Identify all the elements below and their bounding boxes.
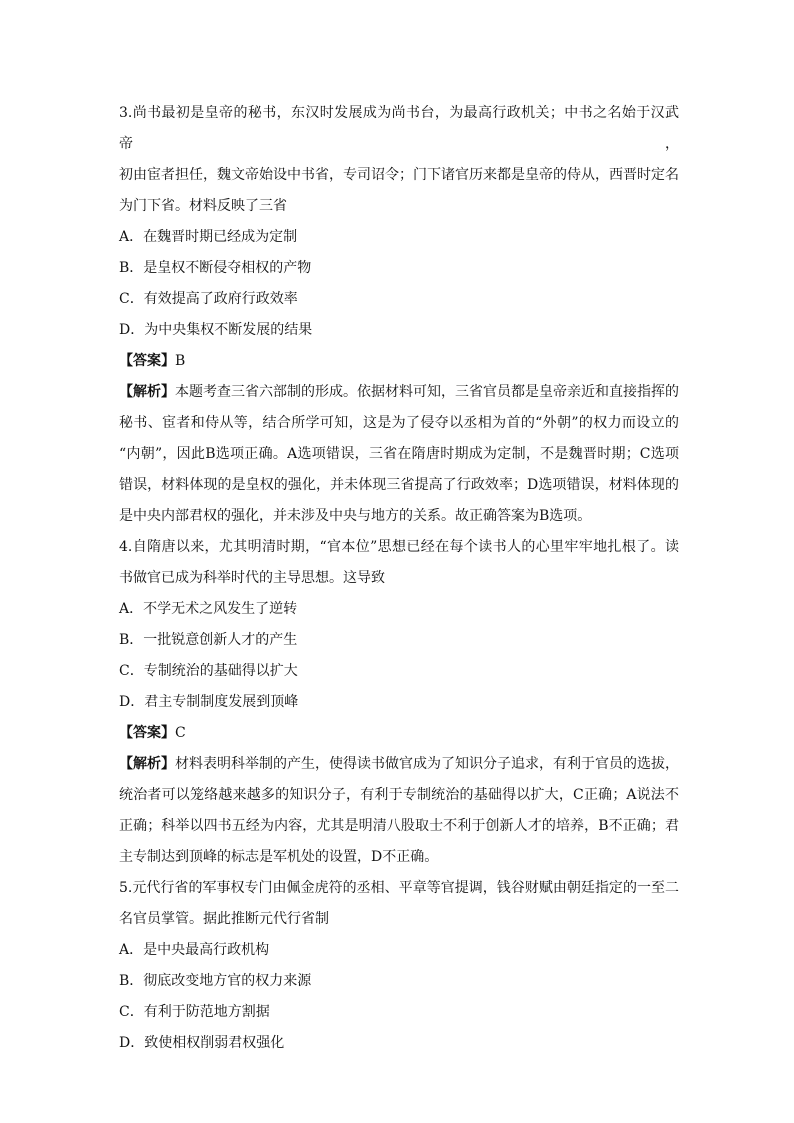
- question-3-option-b: B．是皇权不断侵夺相权的产物: [119, 260, 312, 276]
- analysis-text: 本题考查三省六部制的形成。依据材料可知，三省官员都是皇帝亲近和直接指挥的: [175, 384, 679, 400]
- question-4-answer: [119, 718, 679, 749]
- question-3-stem-line-3: 为门下省。材料反映了三省: [119, 198, 287, 214]
- question-4-option-b: B．一批锐意创新人才的产生: [119, 632, 298, 648]
- question-3-stem-line-2: 初由宦者担任，魏文帝始设中书省，专司诏令；门下诸官历来都是皇帝的侍从，西晋时定名: [119, 167, 679, 183]
- question-3-analysis-line-3: “内朝”，因此B选项正确。A选项错误，三省在隋唐时期成为定制，不是魏晋时期；C选项: [119, 446, 679, 462]
- question-3-analysis-line-1: [119, 377, 679, 408]
- question-5-option-d: D．致使相权削弱君权强化: [119, 1035, 285, 1051]
- question-4: [119, 532, 679, 873]
- question-4-option-d: D．君主专制制度发展到顶峰: [119, 694, 299, 710]
- question-4-option-a: A．不学无术之风发生了逆转: [119, 601, 298, 617]
- analysis-text: 材料表明科举制的产生，使得读书做官成为了知识分子追求，有利于官员的选拔，: [175, 756, 679, 772]
- question-3-analysis-line-4: 错误，材料体现的是皇权的强化，并未体现三省提高了行政效率；D选项错误，材料体现的: [119, 477, 679, 493]
- question-4-stem-line-1: 4.自隋唐以来，尤其明清时期，“官本位”思想已经在每个读书人的心里牢牢地扎根了。读: [119, 539, 679, 555]
- question-4-stem-line-2: 书做官已成为科举时代的主导思想。这导致: [119, 570, 385, 586]
- question-3-option-a: A．在魏晋时期已经成为定制: [119, 229, 298, 245]
- answer-label: 【答案】: [119, 725, 175, 741]
- question-5-option-c: C．有利于防范地方割据: [119, 1004, 270, 1020]
- question-5-option-b: B．彻底改变地方官的权力来源: [119, 973, 312, 989]
- question-3-answer: [119, 346, 679, 377]
- question-3-analysis-line-2: 秘书、宦者和侍从等，结合所学可知，这是为了侵夺以丞相为首的“外朝”的权力而设立的: [119, 415, 679, 431]
- analysis-label: 【解析】: [119, 756, 175, 772]
- question-5-stem-line-2: 名官员掌管。据此推断元代行省制: [119, 911, 329, 927]
- question-4-analysis-line-2: 统治者可以笼络越来越多的知识分子，有利于专制统治的基础得以扩大，C正确；A说法不: [119, 787, 679, 803]
- question-3: [119, 98, 679, 532]
- question-4-analysis-line-4: 主专制达到顶峰的标志是军机处的设置，D不正确。: [119, 849, 439, 865]
- analysis-label: 【解析】: [119, 384, 175, 400]
- question-3-option-d: D．为中央集权不断发展的结果: [119, 322, 313, 338]
- question-3-stem-line-1: 3.尚书最初是皇帝的秘书，东汉时发展成为尚书台，为最高行政机关；中书之名始于汉武帝，: [119, 105, 679, 152]
- question-3-option-c: C．有效提高了政府行政效率: [119, 291, 298, 307]
- question-4-option-c: C．专制统治的基础得以扩大: [119, 663, 298, 679]
- answer-value: C: [175, 725, 186, 741]
- question-4-analysis-line-1: [119, 749, 679, 780]
- question-5-option-a: A．是中央最高行政机构: [119, 942, 270, 958]
- answer-label: 【答案】: [119, 353, 175, 369]
- question-5: [119, 873, 679, 1059]
- question-4-analysis-line-3: 正确；科举以四书五经为内容，尤其是明清八股取士不利于创新人才的培养，B不正确；君: [119, 818, 679, 834]
- question-5-stem-line-1: 5.元代行省的军事权专门由佩金虎符的丞相、平章等官提调，钱谷财赋由朝廷指定的一至二: [119, 880, 679, 896]
- question-3-analysis-line-5: 是中央内部君权的强化，并未涉及中央与地方的关系。故正确答案为B选项。: [119, 508, 592, 524]
- document-content: [119, 98, 679, 1059]
- answer-value: B: [175, 353, 186, 369]
